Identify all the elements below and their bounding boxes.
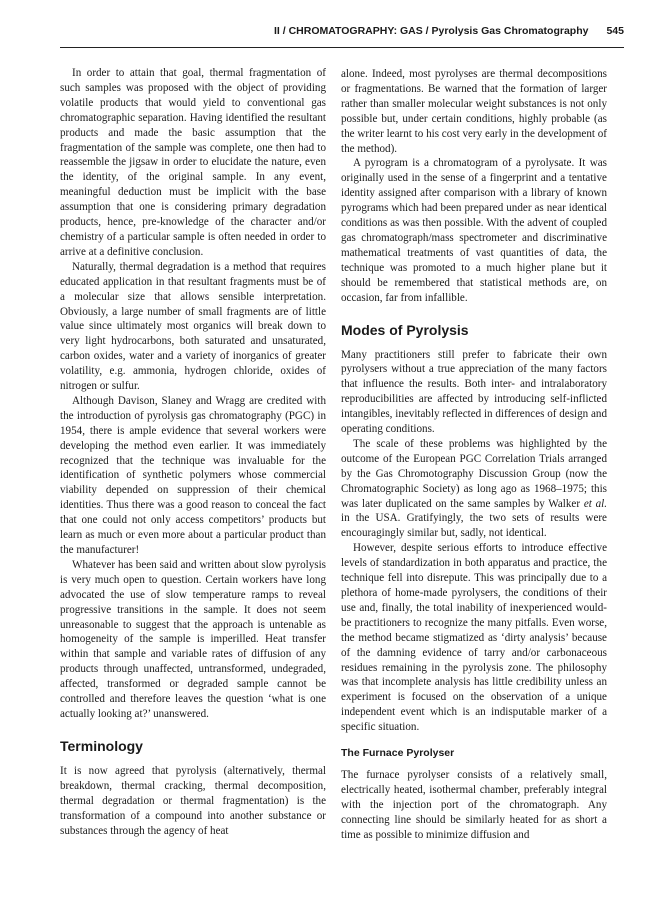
paragraph: It is now agreed that pyrolysis (alternatively, thermal breakdown, thermal cracking, thermal decomposition, thermal degradation or thermal fragmentation) is the transformation of a compound into another substance or substances through the agency of heat [60, 764, 326, 837]
subsection-heading-furnace-pyrolyser: The Furnace Pyrolyser [341, 747, 455, 760]
italic-text: et al. [583, 497, 607, 510]
paragraph: Whatever has been said and written about slow pyrolysis is very much open to question. Certain workers have long advocated the use of slow temperature ramps to reveal progressive transitions in the sample. It does not seem unreasonable to suggest that the approach is untenable as homogeneity of the sample is imperilled. Heat transfer within that sample and variable rates of diffusion of any products through unaffected, untransformed, undegraded, affected, transformed or degraded sample cannot be controlled and therefore leaves the question ‘what is one actually looking at?’ unanswered. [60, 558, 326, 720]
right-column [341, 67, 607, 877]
paragraph-text: The scale of these problems was highlighted by the outcome of the European PGC Correlation Trials arranged by the Gas Chromotography Discussion Group (now the Chromatographic Society) as long ago as 1968–1975; this was later duplicated on the same samples by Walker [341, 437, 607, 510]
page-number: 545 [606, 25, 624, 37]
paragraph: Naturally, thermal degradation is a method that requires educated application in that resultant fragments must be of a molecular size that allows sensible interpretation. Obviously, a large number of small fragments are of little value since ultimately most organics will break down to very light hydrocarbons, both saturated and unsaturated, carbon oxides, water and a variety of inorganics of greater volatility, e.g. ammonia, hydrogen chloride, oxides of nitrogen or sulfur. [60, 260, 326, 393]
paragraph: A pyrogram is a chromatogram of a pyrolysate. It was originally used in the sense of a fingerprint and a tentative identity assigned after comparison with a library of known pyrograms which had been prepared under as near identical conditions as was then possible. With the advent of coupled gas chromatograph/mass spectrometer and discriminative mathematical treatments of vast quantities of data, the technique was promoted to a much higher plane but it should be remembered that statistical methods are, on occasion, far from infallible. [341, 157, 607, 304]
running-header [60, 25, 624, 48]
paragraph: However, despite serious efforts to introduce effective levels of standardization in both apparatus and practice, the technique fell into disrepute. This was principally due to a plethora of home-made pyrolysers, the conditions of their use and, finally, the total inability of inexperienced would-be practitioners to recognize the many pitfalls. Even worse, the method became stigmatized as ‘dirty analysis’ because of the damning evidence of tarry and/or carbonaceous residues remaining in the pyrolysis zone. The philosophy was that incomplete analysis has little credibility unless an experiment is focused on the observation of a unique independent event which is an indisputable marker of a specific situation. [341, 542, 607, 734]
paragraph-text: in the USA. Gratifyingly, the two sets of results were encouragingly similar but, sadly, not identical. [341, 512, 607, 540]
paragraph: In order to attain that goal, thermal fragmentation of such samples was proposed with the object of providing volatile products that would yield to conventional gas chromatographic separation. Having identified the resultant products and made the basic assumption that the fragmentation of the sample was complete, one then had to reassemble the jigsaw in order to elucidate the nature, even the identity, of the original sample. In any event, meaningful deduction must be implicit with the base assumption that one is considering primary degradation products, hence, pre-knowledge of the character and/or chemistry of a particular sample is often needed in order to arrive at a definitive conclusion. [60, 67, 326, 258]
left-column [60, 66, 326, 876]
running-header-title: II / CHROMATOGRAPHY: GAS / Pyrolysis Gas Chromatography [273, 25, 589, 37]
paragraph [341, 437, 607, 541]
paragraph: The furnace pyrolyser consists of a relatively small, electrically heated, isothermal chamber, preferably integral with the injection port of the chromatograph. Any connecting line should be similarly heated for as short a time as possible to minimize diffusion and [341, 769, 607, 841]
paragraph: Although Davison, Slaney and Wragg are credited with the introduction of pyrolysis gas chromatography (PGC) in 1954, there is ample evidence that several workers were developing the method even earlier. It was immediately recognized that the technique was invaluable for the identification of synthetic polymers whose commercial viability depended on suppression of their chemical identities. Thus there was a good reason to conceal the fact that one could not only access competitors’ products but learn as much or even more about a particular product than the manufacturer! [60, 394, 326, 556]
section-heading-terminology: Terminology [60, 737, 143, 754]
paragraph: alone. Indeed, most pyrolyses are thermal decompositions or fragmentations. Be warned that the formation of larger rather than smaller molecular weight substances is not only possible but, under certain conditions, highly probable (as the writer learnt to his cost very early in the development of the method). [341, 68, 607, 155]
section-heading-modes-of-pyrolysis: Modes of Pyrolysis [341, 321, 469, 338]
paragraph: Many practitioners still prefer to fabricate their own pyrolysers without a true appreciation of the many factors that influence the results. Both inter- and intralaboratory reproducibilities are affected by introducing self-inflicted intangibles, inevitably reflected in differences of design and operating conditions. [341, 348, 607, 436]
